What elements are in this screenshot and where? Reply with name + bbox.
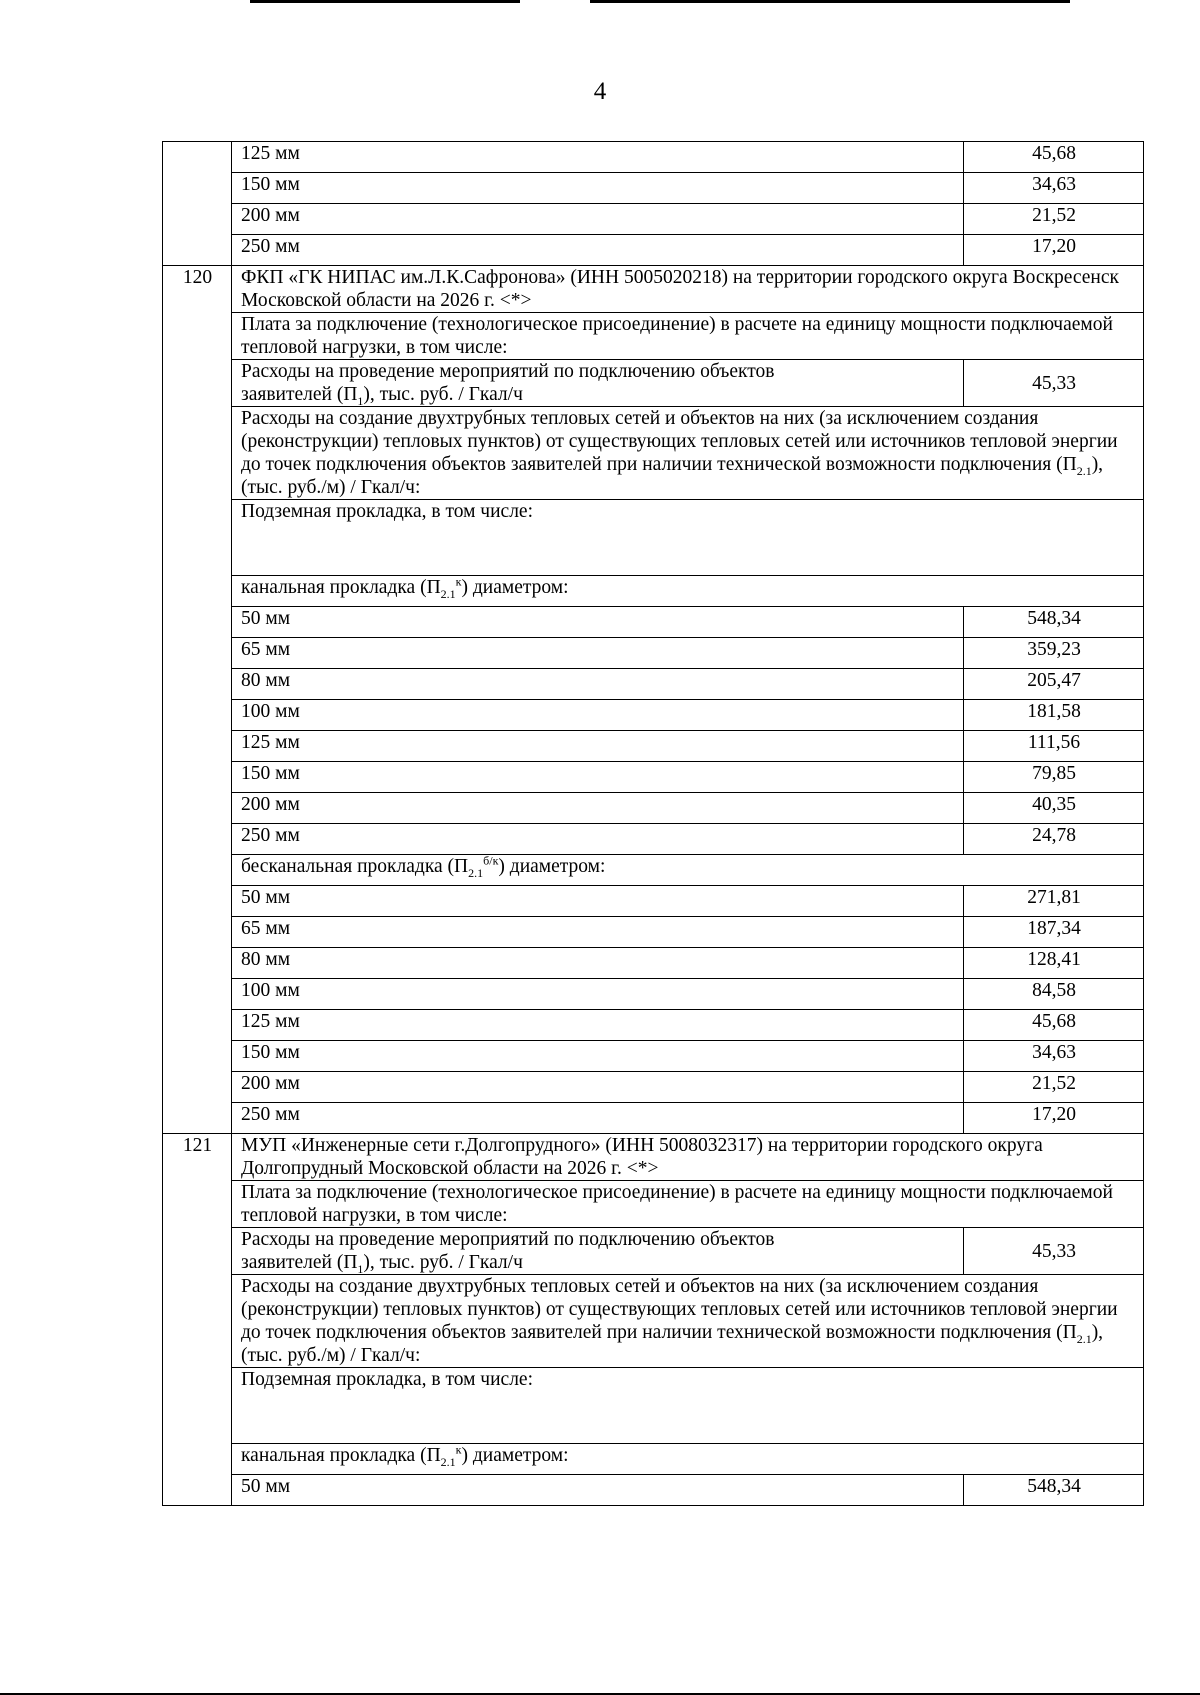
tariff-table-body [163,142,1144,1506]
channel-heading [232,576,1144,607]
diameter-value: 187,34 [964,917,1144,948]
text-fragment: Расходы на проведение мероприятий по подключению объектов [241,361,775,382]
table-row [163,1475,1144,1506]
diameter-label: 250 мм [232,235,964,266]
text-fragment: 2.1 [1076,1331,1092,1346]
channel-heading [232,1444,1144,1475]
diameter-label: 125 мм [232,731,964,762]
table-row [163,204,1144,235]
diameter-label: 150 мм [232,173,964,204]
underground-heading: Подземная прокладка, в том числе: [232,1368,1144,1444]
text-fragment: заявителей (П [241,384,358,405]
text-fragment: ) диаметром: [461,577,569,598]
p1-row [163,360,1144,407]
text-fragment: 2.1 [440,1454,456,1469]
table-row [163,917,1144,948]
diameter-value: 181,58 [964,700,1144,731]
text-fragment: заявителей (П [241,1252,358,1273]
table-row [163,638,1144,669]
diameter-label: 50 мм [232,607,964,638]
nochannel-heading [232,855,1144,886]
fee-title: Плата за подключение (технологическое присоединение) в расчете на единицу мощности подключаемой тепловой нагрузки, в том числе: [232,313,1144,360]
diameter-label: 80 мм [232,669,964,700]
underground-row [163,1368,1144,1444]
diameter-value: 548,34 [964,607,1144,638]
underground-heading: Подземная прокладка, в том числе: [232,500,1144,576]
diameter-value: 21,52 [964,1072,1144,1103]
diameter-value: 17,20 [964,235,1144,266]
text-fragment: 1 [357,1261,364,1276]
fee-title: Плата за подключение (технологическое присоединение) в расчете на единицу мощности подключаемой тепловой нагрузки, в том числе: [232,1181,1144,1228]
text-fragment: 2.1 [1076,463,1092,478]
org-name: ФКП «ГК НИПАС им.Л.К.Сафронова» (ИНН 5005020218) на территории городского округа Воскресенск Московской области на 2026 г. <*> [232,266,1144,313]
diameter-label: 100 мм [232,979,964,1010]
diameter-label: 200 мм [232,1072,964,1103]
p1-value: 45,33 [964,360,1144,407]
diameter-label: 150 мм [232,762,964,793]
diameter-label: 65 мм [232,638,964,669]
scan-top-gap [520,0,590,3]
diameter-value: 24,78 [964,824,1144,855]
p21-description [232,1275,1144,1368]
text-fragment: бесканальная прокладка (П [241,856,469,877]
table-row [163,700,1144,731]
table-row [163,762,1144,793]
text-fragment: к [455,1442,462,1457]
diameter-label: 125 мм [232,142,964,173]
table-row [163,979,1144,1010]
p1-value: 45,33 [964,1228,1144,1275]
diameter-value: 359,23 [964,638,1144,669]
table-row [163,948,1144,979]
table-row [163,142,1144,173]
table-row [163,607,1144,638]
diameter-label: 150 мм [232,1041,964,1072]
nochannel-heading-row [163,855,1144,886]
p21-row [163,407,1144,500]
diameter-label: 250 мм [232,824,964,855]
table-row [163,1072,1144,1103]
text-fragment: 2.1 [440,586,456,601]
diameter-value: 205,47 [964,669,1144,700]
table-row [163,1010,1144,1041]
text-fragment: к [455,574,462,589]
text-fragment: ), (тыс. руб./м) / Гкал/ч: [241,1322,1104,1366]
underground-row [163,500,1144,576]
text-fragment: Расходы на создание двухтрубных тепловых сетей и объектов на них (за исключением создания (реконструкции) тепловых пунктов) от существующих тепловых сетей или источников тепловой энергии до точек подключения объектов заявителей при наличии технической возможности подключения (П [241,408,1118,475]
table-row [163,235,1144,266]
text-fragment: канальная прокладка (П [241,1445,441,1466]
entry-number: 120 [163,266,232,1134]
diameter-value: 21,52 [964,204,1144,235]
p1-row [163,1228,1144,1275]
diameter-value: 79,85 [964,762,1144,793]
table-row [163,731,1144,762]
text-fragment: Расходы на проведение мероприятий по подключению объектов [241,1229,775,1250]
diameter-value: 40,35 [964,793,1144,824]
text-fragment: канальная прокладка (П [241,577,441,598]
scan-top-edge [250,0,1070,3]
table-row [163,793,1144,824]
tariff-table [162,141,1144,1506]
text-fragment: б/к [483,853,499,868]
entry-number: 121 [163,1134,232,1506]
channel-heading-row [163,1444,1144,1475]
diameter-value: 17,20 [964,1103,1144,1134]
text-fragment: 2.1 [468,865,484,880]
diameter-label: 200 мм [232,204,964,235]
row-number-empty [163,142,232,266]
diameter-value: 45,68 [964,1010,1144,1041]
p1-label [232,1228,964,1275]
diameter-label: 200 мм [232,793,964,824]
fee-title-row [163,313,1144,360]
p21-row [163,1275,1144,1368]
table-row [163,886,1144,917]
diameter-value: 34,63 [964,173,1144,204]
page-number: 4 [593,78,607,105]
text-fragment: 1 [357,393,364,408]
org-name: МУП «Инженерные сети г.Долгопрудного» (ИНН 5008032317) на территории городского округа Долгопрудный Московской области на 2026 г. <*> [232,1134,1144,1181]
table-row [163,1103,1144,1134]
channel-heading-row [163,576,1144,607]
diameter-value: 84,58 [964,979,1144,1010]
diameter-label: 50 мм [232,886,964,917]
diameter-value: 548,34 [964,1475,1144,1506]
text-fragment: ), (тыс. руб./м) / Гкал/ч: [241,454,1104,498]
diameter-value: 34,63 [964,1041,1144,1072]
text-fragment: ) диаметром: [498,856,606,877]
text-fragment: ), тыс. руб. / Гкал/ч [363,1252,523,1273]
text-fragment: ), тыс. руб. / Гкал/ч [363,384,523,405]
diameter-label: 250 мм [232,1103,964,1134]
diameter-value: 45,68 [964,142,1144,173]
table-row [163,669,1144,700]
diameter-label: 65 мм [232,917,964,948]
diameter-label: 80 мм [232,948,964,979]
fee-title-row [163,1181,1144,1228]
diameter-value: 111,56 [964,731,1144,762]
p21-description [232,407,1144,500]
diameter-label: 125 мм [232,1010,964,1041]
diameter-value: 271,81 [964,886,1144,917]
text-fragment: Расходы на создание двухтрубных тепловых сетей и объектов на них (за исключением создания (реконструкции) тепловых пунктов) от существующих тепловых сетей или источников тепловой энергии до точек подключения объектов заявителей при наличии технической возможности подключения (П [241,1276,1118,1343]
diameter-label: 100 мм [232,700,964,731]
diameter-value: 128,41 [964,948,1144,979]
org-row [163,1134,1144,1181]
diameter-label: 50 мм [232,1475,964,1506]
p1-label [232,360,964,407]
table-row [163,1041,1144,1072]
org-row [163,266,1144,313]
table-row [163,824,1144,855]
table-row [163,173,1144,204]
text-fragment: ) диаметром: [461,1445,569,1466]
